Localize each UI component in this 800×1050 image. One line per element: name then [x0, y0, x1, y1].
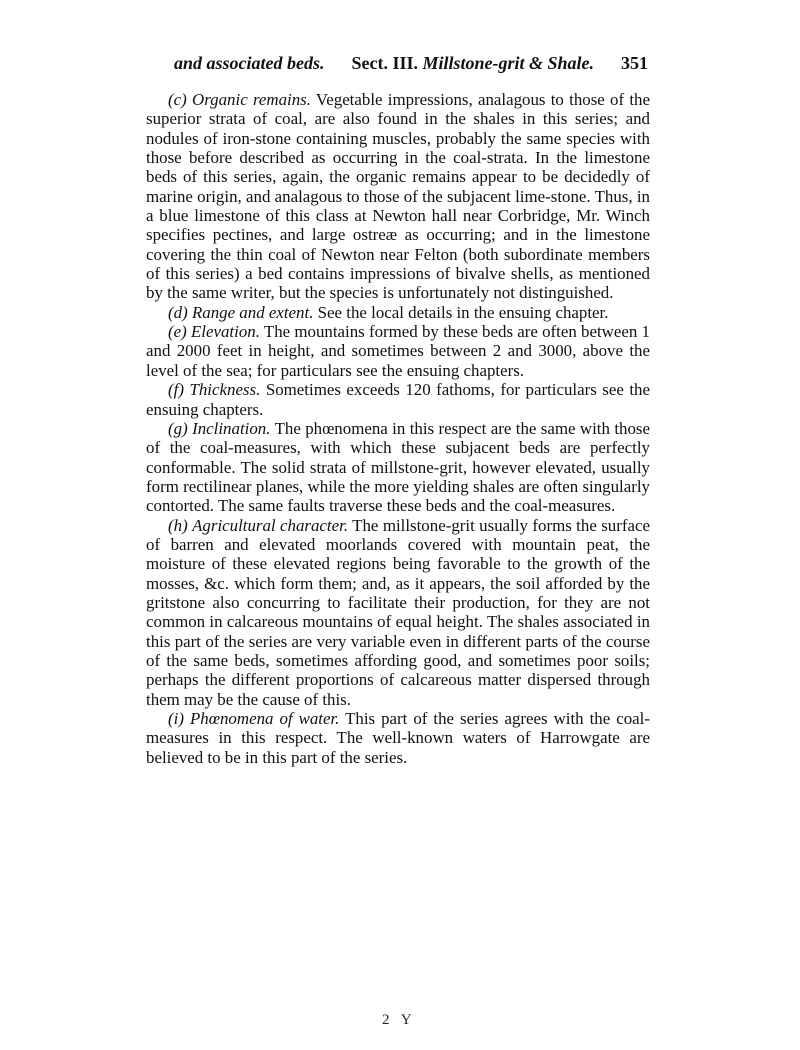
paragraph-label: (h) — [168, 515, 188, 535]
paragraph-agricultural-character — [146, 516, 650, 709]
paragraph-organic-remains — [146, 90, 650, 303]
section-topic: Millstone-grit & Shale. — [422, 53, 595, 73]
paragraph-heading: Thickness. — [189, 380, 261, 400]
paragraph-text: See the local details in the ensuing chapter. — [317, 302, 609, 322]
body-text — [146, 90, 650, 767]
section-number: Sect. III. — [351, 53, 418, 73]
paragraph-heading: Range and extent. — [191, 302, 314, 322]
paragraph-label: (e) — [168, 322, 187, 342]
paragraph-thickness — [146, 380, 650, 419]
paragraph-text: The millstone-grit usually forms the surface of barren and elevated moorlands covered with mountain peat, the moisture of these elevated regions being favorable to the growth of the mosses, &c. which form them; and, as it appears, the soil afforded by the gritstone also concurring to facilitate their production, for they are not common in calcareous mountains of equal height. The shales associated in this part of the series are very variable even in different parts of the course of the same beds, sometimes affording good, and sometimes poor soils; perhaps the different proportions of calcareous matter dispersed through them may be the cause of this. — [146, 515, 650, 709]
paragraph-phaenomena-of-water — [146, 709, 650, 767]
paragraph-text: Sometimes exceeds 120 fathoms, for particulars see the ensuing chapters. — [146, 380, 651, 419]
paragraph-label: (c) — [168, 90, 187, 109]
running-head-section — [351, 52, 594, 74]
paragraph-heading: Elevation. — [190, 322, 260, 342]
paragraph-elevation — [146, 322, 650, 380]
paragraph-text: This part of the series agrees with the coal-measures in this respect. The well-known waters of Harrowgate are believed to be in this part of the series. — [146, 709, 650, 767]
page-number: 351 — [621, 53, 648, 73]
paragraph-heading: Phœnomena of water. — [189, 709, 340, 728]
signature-mark: 2 Y — [382, 1012, 416, 1028]
paragraph-heading: Agricultural character. — [192, 515, 349, 535]
paragraph-label: (f) — [168, 380, 184, 400]
paragraph-text: Vegetable impressions, analagous to those of the superior strata of coal, are also found in the shales in this series; and nodules of iron-stone containing muscles, probably the same species with those before described as occurring in the coal-strata. In the limestone beds of this series, again, the organic remains appear to be decidedly of marine origin, and analagous to those of the subjacent lime-stone. Thus, in a blue limestone of this class at Newton hall near Corbridge, Mr. Winch specifies pectines, and large ostreæ as occurring; and in the limestone covering the thin coal of Newton near Felton (both subordinate members of this series) a bed contains impressions of bivalve shells, as mentioned by the same writer, but the species is unfortunately not distinguished. — [146, 90, 650, 303]
paragraph-range-extent — [146, 303, 650, 322]
paragraph-label: (i) — [168, 709, 184, 728]
paragraph-label: (g) — [168, 418, 188, 438]
paragraph-inclination — [146, 419, 650, 516]
running-head — [174, 52, 648, 74]
paragraph-text: The mountains formed by these beds are often between 1 and 2000 feet in height, and sometimes between 2 and 3000, above the level of the sea; for particulars see the ensuing chapters. — [146, 322, 650, 380]
running-head-left: and associated beds. — [174, 53, 325, 73]
paragraph-heading: Inclination. — [192, 418, 271, 438]
book-page — [146, 52, 650, 767]
paragraph-text: The phœnomena in this respect are the same with those of the coal-measures, with which these subjacent beds are perfectly conformable. The solid strata of millstone-grit, however elevated, usually form rectilinear planes, while the more yielding shales are often singularly contorted. The same faults traverse these beds and the coal-measures. — [146, 418, 650, 516]
paragraph-heading: Organic remains. — [192, 90, 311, 109]
paragraph-label: (d) — [168, 302, 188, 322]
